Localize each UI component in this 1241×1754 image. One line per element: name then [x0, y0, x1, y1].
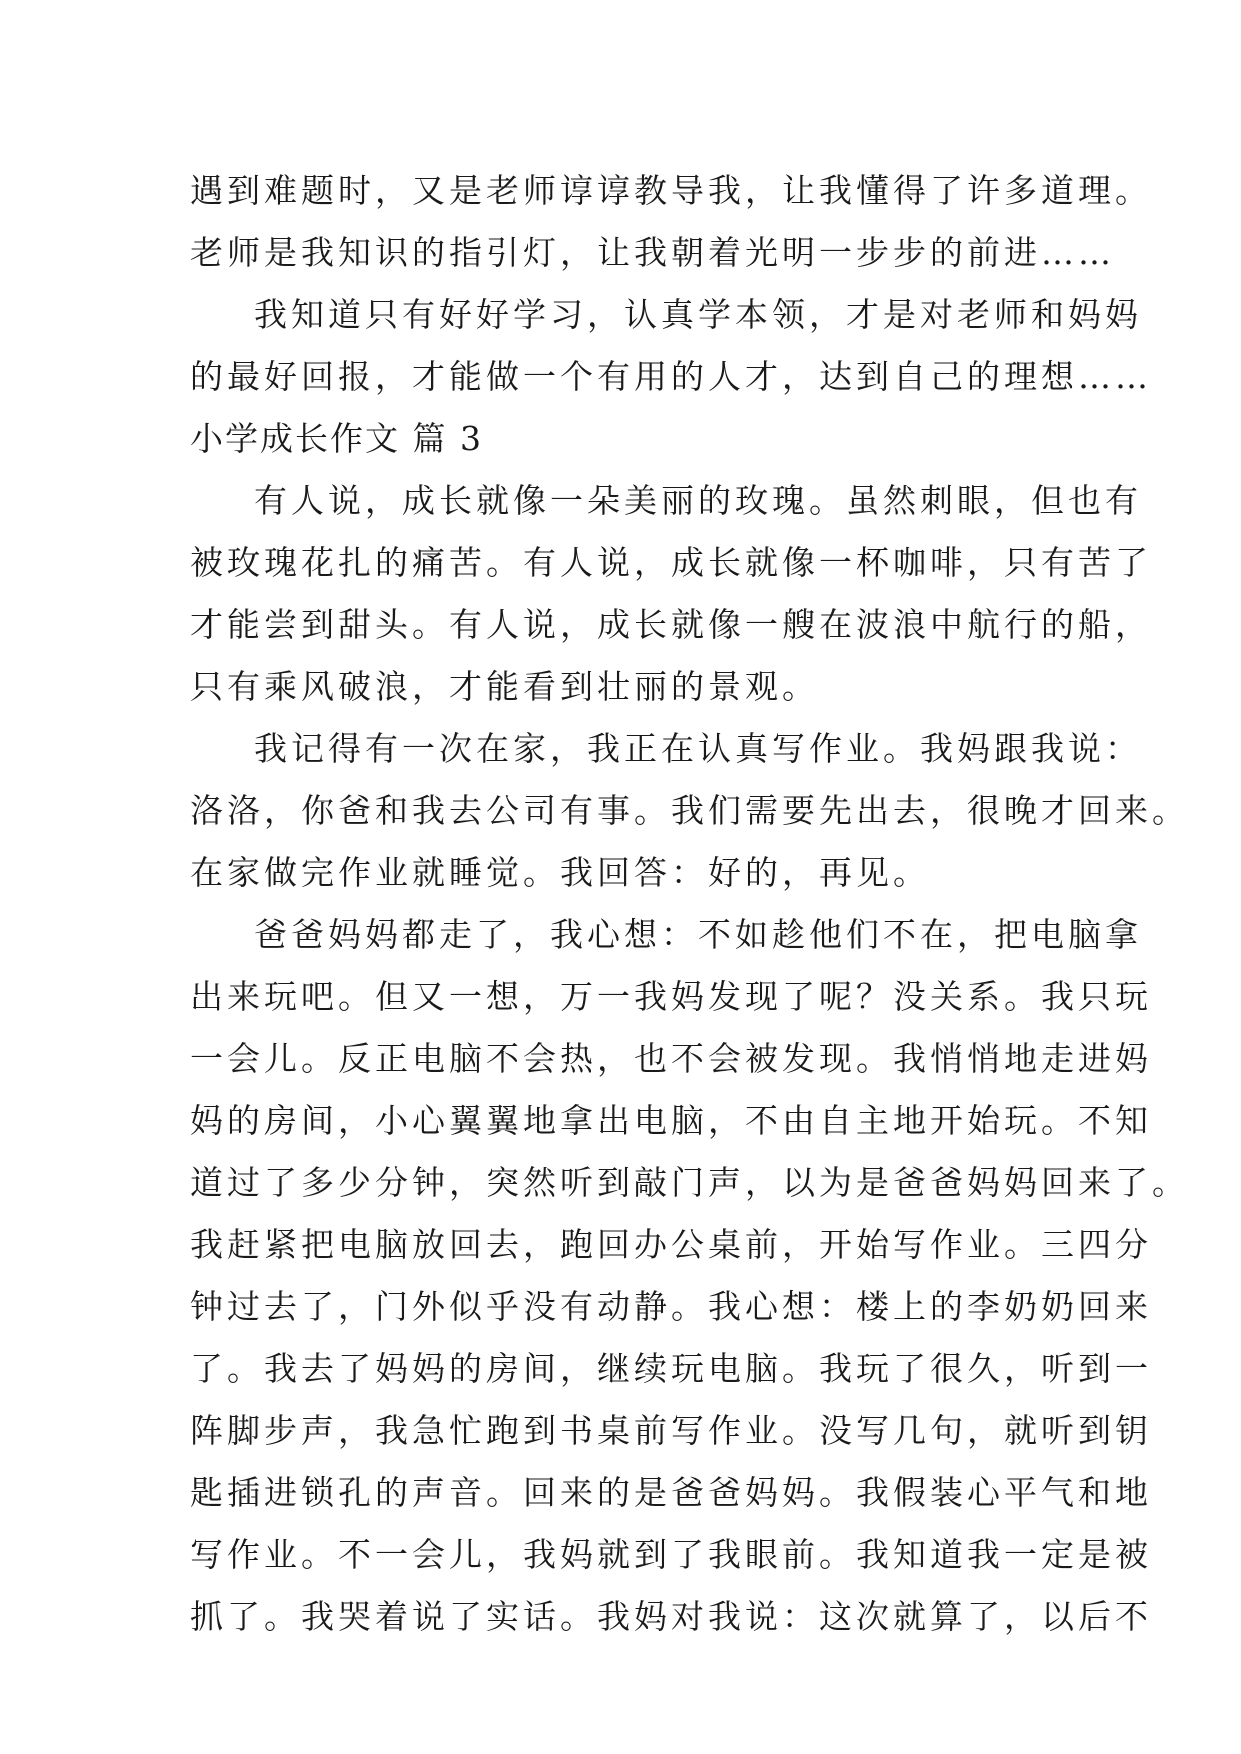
text-line: 出来玩吧。但又一想，万一我妈发现了呢？没关系。我只玩 [190, 977, 1152, 1016]
text-line: 洛洛，你爸和我去公司有事。我们需要先出去，很晚才回来。 [190, 791, 1189, 830]
paragraph-start-line: 有人说，成长就像一朵美丽的玫瑰。虽然刺眼，但也有 [254, 481, 1142, 520]
text-line: 了。我去了妈妈的房间，继续玩电脑。我玩了很久，听到一 [190, 1349, 1152, 1388]
text-line: 匙插进锁孔的声音。回来的是爸爸妈妈。我假装心平气和地 [190, 1473, 1152, 1512]
text-line: 遇到难题时，又是老师谆谆教导我，让我懂得了许多道理。 [190, 171, 1152, 210]
text-line: 的最好回报，才能做一个有用的人才，达到自己的理想…… [190, 357, 1152, 396]
document-body [190, 160, 1189, 1648]
text-line: 一会儿。反正电脑不会热，也不会被发现。我悄悄地走进妈 [190, 1039, 1152, 1078]
text-line: 我赶紧把电脑放回去，跑回办公桌前，开始写作业。三四分 [190, 1225, 1152, 1264]
text-line: 妈的房间，小心翼翼地拿出电脑，不由自主地开始玩。不知 [190, 1101, 1152, 1140]
text-line: 钟过去了，门外似乎没有动静。我心想：楼上的李奶奶回来 [190, 1287, 1152, 1326]
section-heading: 小学成长作文 篇 3 [190, 419, 483, 458]
paragraph-start-line: 我知道只有好好学习，认真学本领，才是对老师和妈妈 [254, 295, 1142, 334]
paragraph-start-line: 我记得有一次在家，我正在认真写作业。我妈跟我说： [254, 729, 1142, 768]
text-line: 才能尝到甜头。有人说，成长就像一艘在波浪中航行的船， [190, 605, 1152, 644]
text-line: 在家做完作业就睡觉。我回答：好的，再见。 [190, 853, 930, 892]
text-line: 道过了多少分钟，突然听到敲门声，以为是爸爸妈妈回来了。 [190, 1163, 1189, 1202]
text-line: 阵脚步声，我急忙跑到书桌前写作业。没写几句，就听到钥 [190, 1411, 1152, 1450]
text-line: 只有乘风破浪，才能看到壮丽的景观。 [190, 667, 819, 706]
text-line: 抓了。我哭着说了实话。我妈对我说：这次就算了，以后不 [190, 1597, 1152, 1636]
text-line: 写作业。不一会儿，我妈就到了我眼前。我知道我一定是被 [190, 1535, 1152, 1574]
text-line: 老师是我知识的指引灯，让我朝着光明一步步的前进…… [190, 233, 1115, 272]
paragraph-start-line: 爸爸妈妈都走了，我心想：不如趁他们不在，把电脑拿 [254, 915, 1142, 954]
text-line: 被玫瑰花扎的痛苦。有人说，成长就像一杯咖啡，只有苦了 [190, 543, 1152, 582]
